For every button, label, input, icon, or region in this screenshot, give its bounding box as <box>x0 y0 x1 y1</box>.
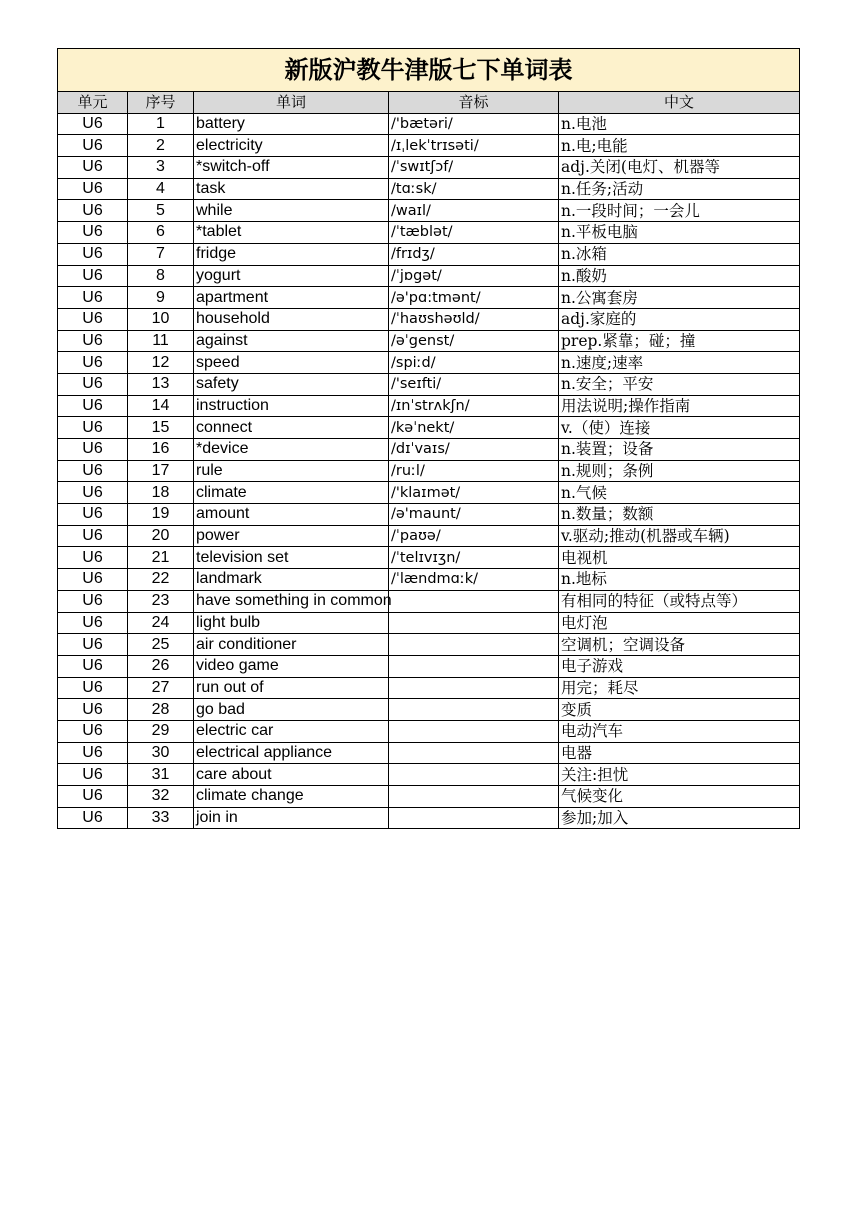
unit-cell: U6 <box>58 720 128 742</box>
table-row <box>58 807 800 829</box>
phonetic-cell: /ˈjɒgət/ <box>389 265 559 287</box>
chinese-cell: 电子游戏 <box>559 655 800 677</box>
unit-cell: U6 <box>58 373 128 395</box>
unit-cell: U6 <box>58 265 128 287</box>
chinese-cell: 气候变化 <box>559 786 800 808</box>
word-cell: task <box>194 178 389 200</box>
phonetic-cell: /ˈpaʊə/ <box>389 525 559 547</box>
word-cell: amount <box>194 504 389 526</box>
chinese-cell: 电器 <box>559 742 800 764</box>
chinese-cell: prep.紧靠；碰；撞 <box>559 330 800 352</box>
unit-cell: U6 <box>58 807 128 829</box>
number-cell: 31 <box>128 764 194 786</box>
table-row <box>58 764 800 786</box>
unit-cell: U6 <box>58 113 128 135</box>
table-row <box>58 308 800 330</box>
word-cell: yogurt <box>194 265 389 287</box>
word-cell: connect <box>194 417 389 439</box>
number-cell: 15 <box>128 417 194 439</box>
chinese-cell: n.一段时间；一会儿 <box>559 200 800 222</box>
phonetic-cell <box>389 807 559 829</box>
number-cell: 26 <box>128 655 194 677</box>
word-cell: go bad <box>194 699 389 721</box>
number-cell: 19 <box>128 504 194 526</box>
number-cell: 20 <box>128 525 194 547</box>
chinese-cell: 参加;加入 <box>559 807 800 829</box>
phonetic-cell <box>389 764 559 786</box>
unit-cell: U6 <box>58 157 128 179</box>
chinese-cell: 电灯泡 <box>559 612 800 634</box>
unit-cell: U6 <box>58 352 128 374</box>
word-cell: *device <box>194 439 389 461</box>
unit-cell: U6 <box>58 742 128 764</box>
unit-cell: U6 <box>58 417 128 439</box>
page-title: 新版沪教牛津版七下单词表 <box>58 49 800 92</box>
number-cell: 5 <box>128 200 194 222</box>
chinese-cell: n.速度;速率 <box>559 352 800 374</box>
phonetic-cell <box>389 786 559 808</box>
unit-cell: U6 <box>58 439 128 461</box>
table-row <box>58 612 800 634</box>
word-cell: battery <box>194 113 389 135</box>
word-cell: electric car <box>194 720 389 742</box>
word-cell: light bulb <box>194 612 389 634</box>
phonetic-cell: /ˈtelɪvɪʒn/ <box>389 547 559 569</box>
table-row <box>58 287 800 309</box>
unit-cell: U6 <box>58 525 128 547</box>
unit-cell: U6 <box>58 699 128 721</box>
table-row <box>58 590 800 612</box>
table-row <box>58 113 800 135</box>
header-number: 序号 <box>128 92 194 114</box>
unit-cell: U6 <box>58 200 128 222</box>
table-body <box>58 113 800 829</box>
phonetic-cell: /'bætəri/ <box>389 113 559 135</box>
word-cell: electricity <box>194 135 389 157</box>
unit-cell: U6 <box>58 612 128 634</box>
unit-cell: U6 <box>58 330 128 352</box>
number-cell: 8 <box>128 265 194 287</box>
table-row <box>58 742 800 764</box>
table-row <box>58 200 800 222</box>
phonetic-cell <box>389 634 559 656</box>
chinese-cell: 有相同的特征（或特点等） <box>559 590 800 612</box>
word-cell: safety <box>194 373 389 395</box>
header-word: 单词 <box>194 92 389 114</box>
phonetic-cell: /ə'pɑ:tmənt/ <box>389 287 559 309</box>
number-cell: 23 <box>128 590 194 612</box>
phonetic-cell: /ɪˌlekˈtrɪsəti/ <box>389 135 559 157</box>
chinese-cell: 电动汽车 <box>559 720 800 742</box>
table-row <box>58 634 800 656</box>
unit-cell: U6 <box>58 460 128 482</box>
word-cell: television set <box>194 547 389 569</box>
table-row <box>58 157 800 179</box>
number-cell: 3 <box>128 157 194 179</box>
chinese-cell: n.冰箱 <box>559 243 800 265</box>
table-row <box>58 178 800 200</box>
table-row <box>58 677 800 699</box>
chinese-cell: n.地标 <box>559 569 800 591</box>
vocabulary-table <box>57 48 800 829</box>
word-cell: rule <box>194 460 389 482</box>
unit-cell: U6 <box>58 482 128 504</box>
phonetic-cell: /ɪnˈstrʌkʃn/ <box>389 395 559 417</box>
word-cell: instruction <box>194 395 389 417</box>
chinese-cell: 电视机 <box>559 547 800 569</box>
chinese-cell: n.安全；平安 <box>559 373 800 395</box>
table-row <box>58 395 800 417</box>
header-chinese: 中文 <box>559 92 800 114</box>
word-cell: landmark <box>194 569 389 591</box>
word-cell: run out of <box>194 677 389 699</box>
phonetic-cell: /əˈgenst/ <box>389 330 559 352</box>
phonetic-cell <box>389 720 559 742</box>
unit-cell: U6 <box>58 786 128 808</box>
unit-cell: U6 <box>58 222 128 244</box>
word-cell: climate change <box>194 786 389 808</box>
chinese-cell: adj.家庭的 <box>559 308 800 330</box>
table-row <box>58 417 800 439</box>
table-row <box>58 373 800 395</box>
chinese-cell: n.规则；条例 <box>559 460 800 482</box>
chinese-cell: n.气候 <box>559 482 800 504</box>
header-unit: 单元 <box>58 92 128 114</box>
table-row <box>58 547 800 569</box>
table-row <box>58 352 800 374</box>
table-row <box>58 482 800 504</box>
phonetic-cell <box>389 699 559 721</box>
phonetic-cell <box>389 742 559 764</box>
unit-cell: U6 <box>58 569 128 591</box>
number-cell: 28 <box>128 699 194 721</box>
phonetic-cell: /ˈswɪtʃɔf/ <box>389 157 559 179</box>
phonetic-cell: /'klaɪmət/ <box>389 482 559 504</box>
chinese-cell: n.平板电脑 <box>559 222 800 244</box>
chinese-cell: 用法说明;操作指南 <box>559 395 800 417</box>
phonetic-cell: /ˈhaʊshəʊld/ <box>389 308 559 330</box>
phonetic-cell: /ˈlændmɑːk/ <box>389 569 559 591</box>
phonetic-cell: /spiːd/ <box>389 352 559 374</box>
unit-cell: U6 <box>58 655 128 677</box>
table-row <box>58 330 800 352</box>
number-cell: 18 <box>128 482 194 504</box>
chinese-cell: n.电;电能 <box>559 135 800 157</box>
word-cell: climate <box>194 482 389 504</box>
phonetic-cell: /frɪdʒ/ <box>389 243 559 265</box>
chinese-cell: n.电池 <box>559 113 800 135</box>
number-cell: 7 <box>128 243 194 265</box>
word-cell: while <box>194 200 389 222</box>
word-cell: air conditioner <box>194 634 389 656</box>
unit-cell: U6 <box>58 287 128 309</box>
number-cell: 21 <box>128 547 194 569</box>
unit-cell: U6 <box>58 504 128 526</box>
word-cell: join in <box>194 807 389 829</box>
unit-cell: U6 <box>58 590 128 612</box>
unit-cell: U6 <box>58 243 128 265</box>
unit-cell: U6 <box>58 135 128 157</box>
phonetic-cell: /ə'maunt/ <box>389 504 559 526</box>
unit-cell: U6 <box>58 634 128 656</box>
chinese-cell: 空调机；空调设备 <box>559 634 800 656</box>
number-cell: 12 <box>128 352 194 374</box>
table-row <box>58 786 800 808</box>
number-cell: 27 <box>128 677 194 699</box>
number-cell: 13 <box>128 373 194 395</box>
number-cell: 14 <box>128 395 194 417</box>
phonetic-cell: /kəˈnekt/ <box>389 417 559 439</box>
number-cell: 1 <box>128 113 194 135</box>
number-cell: 11 <box>128 330 194 352</box>
chinese-cell: n.数量；数额 <box>559 504 800 526</box>
number-cell: 6 <box>128 222 194 244</box>
phonetic-cell: /ˈtæblət/ <box>389 222 559 244</box>
phonetic-cell: /waɪl/ <box>389 200 559 222</box>
chinese-cell: n.任务;活动 <box>559 178 800 200</box>
word-cell: care about <box>194 764 389 786</box>
number-cell: 24 <box>128 612 194 634</box>
table-row <box>58 135 800 157</box>
chinese-cell: n.装置；设备 <box>559 439 800 461</box>
number-cell: 32 <box>128 786 194 808</box>
word-cell: household <box>194 308 389 330</box>
word-cell: against <box>194 330 389 352</box>
word-cell: electrical appliance <box>194 742 389 764</box>
table-row <box>58 720 800 742</box>
table-row <box>58 569 800 591</box>
unit-cell: U6 <box>58 395 128 417</box>
word-cell: fridge <box>194 243 389 265</box>
header-phonetic: 音标 <box>389 92 559 114</box>
phonetic-cell: /tɑːsk/ <box>389 178 559 200</box>
table-row <box>58 504 800 526</box>
number-cell: 33 <box>128 807 194 829</box>
phonetic-cell <box>389 612 559 634</box>
word-cell: video game <box>194 655 389 677</box>
word-cell: have something in common <box>194 590 389 612</box>
table-row <box>58 222 800 244</box>
phonetic-cell <box>389 655 559 677</box>
vocabulary-sheet <box>57 48 799 829</box>
number-cell: 29 <box>128 720 194 742</box>
table-row <box>58 699 800 721</box>
table-row <box>58 460 800 482</box>
phonetic-cell <box>389 677 559 699</box>
number-cell: 2 <box>128 135 194 157</box>
chinese-cell: n.酸奶 <box>559 265 800 287</box>
phonetic-cell: /dɪˈvaɪs/ <box>389 439 559 461</box>
number-cell: 22 <box>128 569 194 591</box>
chinese-cell: v.（使）连接 <box>559 417 800 439</box>
word-cell: *tablet <box>194 222 389 244</box>
number-cell: 10 <box>128 308 194 330</box>
word-cell: speed <box>194 352 389 374</box>
unit-cell: U6 <box>58 547 128 569</box>
chinese-cell: n.公寓套房 <box>559 287 800 309</box>
number-cell: 4 <box>128 178 194 200</box>
chinese-cell: 变质 <box>559 699 800 721</box>
number-cell: 16 <box>128 439 194 461</box>
table-row <box>58 525 800 547</box>
table-row <box>58 243 800 265</box>
unit-cell: U6 <box>58 178 128 200</box>
word-cell: power <box>194 525 389 547</box>
word-cell: *switch-off <box>194 157 389 179</box>
phonetic-cell: /'seɪfti/ <box>389 373 559 395</box>
chinese-cell: adj.关闭(电灯、机器等 <box>559 157 800 179</box>
number-cell: 30 <box>128 742 194 764</box>
number-cell: 17 <box>128 460 194 482</box>
phonetic-cell <box>389 590 559 612</box>
chinese-cell: v.驱动;推动(机器或车辆) <box>559 525 800 547</box>
table-row <box>58 439 800 461</box>
unit-cell: U6 <box>58 308 128 330</box>
word-cell: apartment <box>194 287 389 309</box>
table-row <box>58 655 800 677</box>
chinese-cell: 用完；耗尽 <box>559 677 800 699</box>
header-row <box>58 92 800 114</box>
phonetic-cell: /ruːl/ <box>389 460 559 482</box>
unit-cell: U6 <box>58 764 128 786</box>
number-cell: 9 <box>128 287 194 309</box>
table-row <box>58 265 800 287</box>
number-cell: 25 <box>128 634 194 656</box>
chinese-cell: 关注:担忧 <box>559 764 800 786</box>
unit-cell: U6 <box>58 677 128 699</box>
